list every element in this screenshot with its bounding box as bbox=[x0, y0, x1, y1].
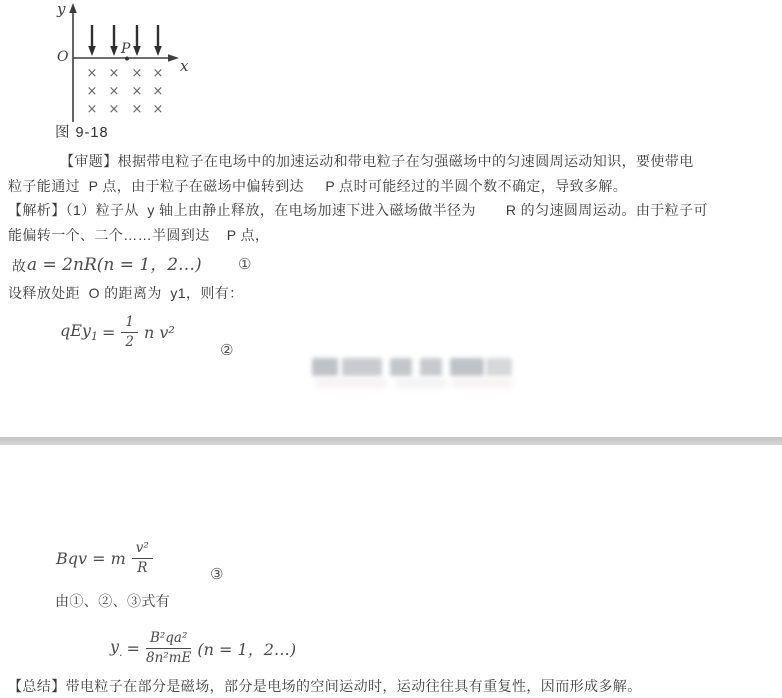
diagram-svg bbox=[40, 0, 200, 122]
point-p-dot bbox=[125, 57, 129, 61]
formula-eq1 bbox=[27, 250, 202, 275]
y-axis-arrowhead-icon bbox=[69, 3, 77, 13]
point-p-label: P bbox=[121, 41, 131, 57]
svg-text:×: × bbox=[108, 66, 120, 81]
formula-eq4-rhs: (n = 1，2…) bbox=[197, 639, 297, 659]
paragraph-jiexi-line2: 能偏转一个、二个……半圆到达 P 点， bbox=[8, 227, 270, 243]
paragraph-jiexi-line1: 【解析】（1）粒子从 y 轴上由静止释放，在电场加速下进入磁场做半径为 R 的匀速圆周运动。由于粒子可 bbox=[8, 202, 708, 218]
formula-eq1-body: a = 2nR(n = 1，2…) bbox=[27, 255, 202, 275]
svg-text:×: × bbox=[86, 102, 98, 117]
formula-eq3-lhs: Bqv = m bbox=[56, 548, 126, 568]
svg-text:×: × bbox=[131, 102, 143, 117]
formula-eq2-fraction: $\frac{1}{2}$ bbox=[121, 314, 138, 351]
formula-eq4-lhs: $y_.$ bbox=[110, 637, 123, 660]
formula-eq2-lhs: qEy$_1$ bbox=[60, 321, 98, 344]
formula-eq4-fraction: $\frac{\text{B²qa²}}{\text{8n²mE}}$ bbox=[145, 630, 192, 666]
svg-text:×: × bbox=[131, 84, 143, 99]
equation-number-2: ② bbox=[220, 341, 234, 359]
svg-text:×: × bbox=[108, 102, 120, 117]
figure-9-18-diagram bbox=[40, 0, 200, 122]
paragraph-shenti-line1: 【审题】根据带电粒子在电场中的加速运动和带电粒子在匀强磁场中的匀速圆周运动知识，要使带电 bbox=[60, 153, 694, 169]
paragraph-shenti-line2: 粒子能通过 P 点，由于粒子在磁场中偏转到达 P 点时可能经过的半圆个数不确定，导致多解。 bbox=[8, 178, 628, 194]
paragraph-she-line: 设释放处距 O 的距离为 y1，则有： bbox=[8, 285, 244, 301]
paragraph-you-line: 由①、②、③式有 bbox=[55, 593, 171, 609]
paragraph-zongjie-line: 【总结】带电粒子在部分是磁场，部分是电场的空间运动时，运动往往具有重复性，因而形成多解。 bbox=[8, 678, 642, 694]
magnetic-field-crosses bbox=[87, 66, 164, 117]
x-axis-arrowhead-icon bbox=[168, 54, 179, 62]
redacted-watermark bbox=[310, 356, 525, 392]
svg-text:×: × bbox=[108, 84, 120, 99]
svg-text:×: × bbox=[86, 84, 98, 99]
svg-text:×: × bbox=[131, 66, 143, 81]
origin-label: O bbox=[57, 49, 69, 65]
equation-number-1: ① bbox=[238, 255, 252, 273]
formula-eq3-fraction: $\frac{\text{v²}}{R}$ bbox=[132, 540, 153, 577]
x-axis-label: x bbox=[180, 57, 189, 75]
svg-text:×: × bbox=[152, 66, 164, 81]
formula-eq2-rhs: n v² bbox=[143, 322, 175, 342]
equation-number-3: ③ bbox=[210, 565, 224, 583]
formula-eq4 bbox=[110, 630, 296, 667]
formula-eq3 bbox=[56, 540, 155, 577]
page-break-divider bbox=[0, 437, 782, 445]
formula-prefix-gu: 故 bbox=[12, 258, 27, 274]
formula-eq4-equals: = bbox=[126, 638, 140, 658]
svg-text:×: × bbox=[152, 84, 164, 99]
formula-eq2-equals: = bbox=[101, 322, 116, 342]
formula-eq2 bbox=[60, 314, 175, 351]
y-axis-label: y bbox=[57, 0, 66, 18]
svg-text:×: × bbox=[86, 66, 98, 81]
svg-text:×: × bbox=[152, 102, 164, 117]
figure-caption: 图 9-18 bbox=[55, 125, 109, 141]
